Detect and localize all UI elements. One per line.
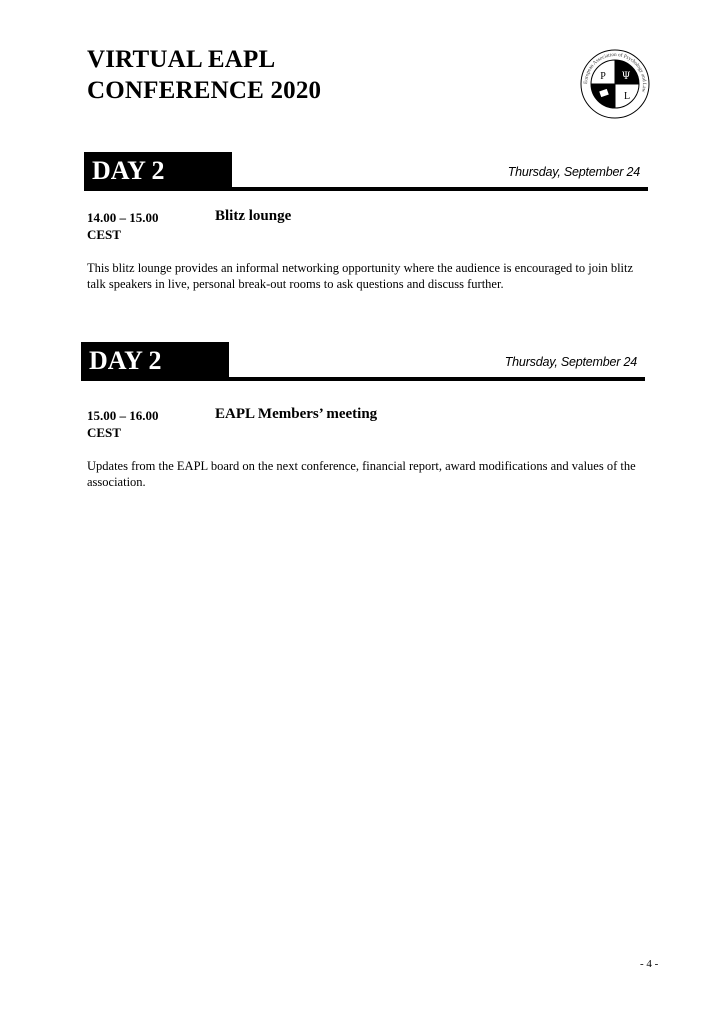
session-description-1: This blitz lounge provides an informal networking opportunity where the audience is encouraged to join blitz talk speakers in live, personal break-out rooms to ask questions and discuss further.	[87, 261, 634, 291]
day-date: Thursday, September 24	[507, 165, 640, 179]
day-label: DAY 2	[84, 152, 232, 189]
day-label: DAY 2	[81, 342, 229, 379]
title-line-1: VIRTUAL EAPL	[87, 46, 276, 73]
day-date: Thursday, September 24	[504, 355, 637, 369]
day-header-1	[84, 152, 648, 192]
divider	[84, 187, 648, 191]
title-line-2: CONFERENCE 2020	[87, 77, 322, 104]
session-time-1	[87, 209, 159, 243]
timezone: CEST	[87, 425, 121, 440]
eapl-logo	[580, 49, 650, 119]
session-description-2: Updates from the EAPL board on the next conference, financial report, award modifications and values of the association.	[87, 459, 636, 489]
logo-letter-psi: Ψ	[621, 71, 631, 82]
time-range: 15.00 – 16.00	[87, 408, 159, 423]
session-title-2: EAPL Members’ meeting	[215, 406, 378, 422]
logo-letter-p: P	[600, 71, 606, 82]
logo-letter-l: L	[623, 91, 631, 102]
time-range: 14.00 – 15.00	[87, 210, 159, 225]
divider	[81, 377, 645, 381]
session-time-2	[87, 407, 159, 441]
session-title-1: Blitz lounge	[215, 208, 292, 224]
logo-ring-text: European Association of Psychology and Law	[582, 51, 648, 93]
day-header-2	[81, 342, 645, 382]
timezone: CEST	[87, 227, 121, 242]
page-number: - 4 -	[640, 958, 659, 970]
document-title	[87, 44, 321, 106]
